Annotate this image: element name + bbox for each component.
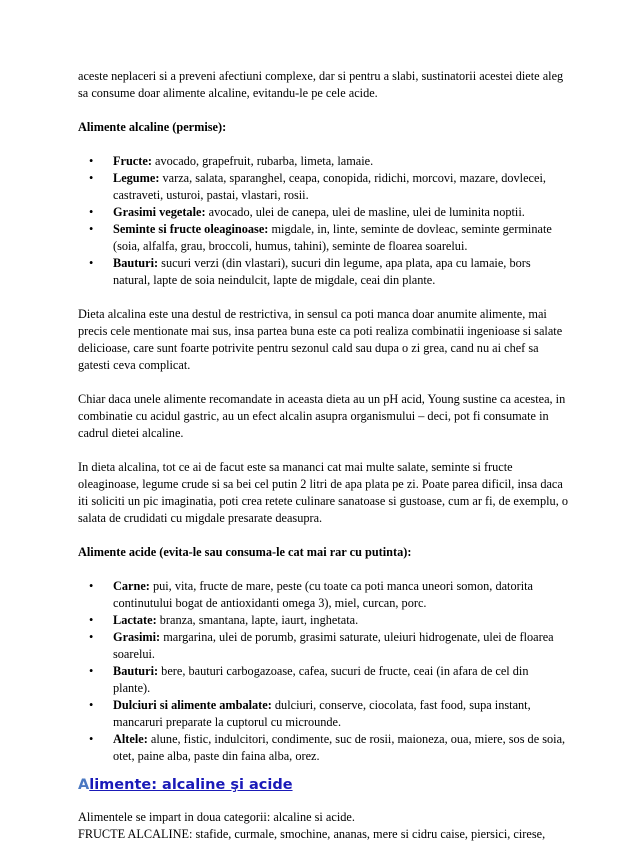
bullet-icon: • <box>89 222 94 236</box>
bullet-icon: • <box>89 732 94 746</box>
bullet-icon: • <box>89 579 94 593</box>
bullet-icon: • <box>89 630 94 644</box>
document-page <box>78 68 568 843</box>
list-item: • Bauturi: bere, bauturi carbogazoase, cafea, sucuri de fructe, ceai (in afara de cel din plante). <box>89 664 529 695</box>
list-item: • Grasimi vegetale: avocado, ulei de canepa, ulei de masline, ulei de luminita noptii. <box>89 205 525 219</box>
section-title-first-letter: A <box>78 777 90 793</box>
list-item: • Fructe: avocado, grapefruit, rubarba, limeta, lamaie. <box>89 154 374 168</box>
bullet-icon: • <box>89 256 94 270</box>
list-item: • Carne: pui, vita, fructe de mare, peste (cu toate ca poti manca uneori somon, datorita continutului bogat de antioxidanti omega 3), miel, curcan, porc. <box>89 579 533 610</box>
paragraph-4: Alimentele se impart in doua categorii: alcaline si acide. <box>78 810 355 824</box>
paragraph-2: Chiar daca unele alimente recomandate in aceasta dieta au un pH acid, Young sustine ca acestea, in combinatie cu acidul gastric, au un efect alcalin asupra organismului – deci, pot fi consumate in cadrul dietei alcaline. <box>78 392 566 440</box>
list-item: • Altele: alune, fistic, indulcitori, condimente, suc de rosii, maioneza, oua, miere, sos de soia, otet, paine alba, paste din faina alba, orez. <box>89 732 566 763</box>
list-item: • Lactate: branza, smantana, lapte, iaurt, inghetata. <box>89 613 359 627</box>
bullet-icon: • <box>89 613 94 627</box>
paragraph-3: In dieta alcalina, tot ce ai de facut este sa mananci cat mai multe salate, seminte si fructe oleaginoase, legume crude si sa bei cel putin 2 litri de apa plata pe zi. Poate parea dificil, insa daca iti soliciti un pic imaginatia, poti crea retete culinare sanatoase si gustoase, cum ar fi, de exemplu, o salata de crudidati cu migdale presarate deasupra. <box>78 460 569 525</box>
intro-paragraph: aceste neplaceri si a preveni afectiuni complexe, dar si pentru a slabi, sustinatorii acestei diete aleg sa consume doar alimente alcaline, evitandu-le pe cele acide. <box>78 69 564 100</box>
section-title-link[interactable] <box>78 775 568 795</box>
paragraph-5: FRUCTE ALCALINE: stafide, curmale, smochine, ananas, mere si cidru caise, piersici, cirese, <box>78 827 546 841</box>
bullet-icon: • <box>89 698 94 712</box>
acid-list <box>78 578 568 765</box>
bullet-icon: • <box>89 205 94 219</box>
alkaline-heading: Alimente alcaline (permise): <box>78 120 227 134</box>
section-title-text[interactable]: limente: alcaline şi acide <box>89 777 293 793</box>
list-item: • Dulciuri si alimente ambalate: dulciuri, conserve, ciocolata, fast food, supa instant, mancaruri preparate la cuptorul cu microunde. <box>89 698 531 729</box>
paragraph-1: Dieta alcalina este una destul de restrictiva, in sensul ca poti manca doar anumite alimente, mai precis cele mentionate mai sus, insa partea buna este ca poti realiza combinatii ingenioase si salate delicioase, care sunt foarte potrivite pentru sezonul cald sau dupa o zi grea, cand nu ai chef sa gatesti ceva complicat. <box>78 307 563 372</box>
bullet-icon: • <box>89 154 94 168</box>
list-item: • Grasimi: margarina, ulei de porumb, grasimi saturate, uleiuri hidrogenate, ulei de floarea soarelui. <box>89 630 554 661</box>
alkaline-list <box>78 153 568 289</box>
list-item: • Legume: varza, salata, sparanghel, ceapa, conopida, ridichi, morcovi, mazare, dovlecei, castraveti, usturoi, pastai, vlastari, rosii. <box>89 171 546 202</box>
bullet-icon: • <box>89 171 94 185</box>
list-item: • Bauturi: sucuri verzi (din vlastari), sucuri din legume, apa plata, apa cu lamaie, bors natural, lapte de soia neindulcit, lapte de migdale, ceai din plante. <box>89 256 531 287</box>
bullet-icon: • <box>89 664 94 678</box>
list-item: • Seminte si fructe oleaginoase: migdale, in, linte, seminte de dovleac, seminte germinate (soia, alfalfa, grau, broccoli, humus, tahini), seminte de floarea soarelui. <box>89 222 552 253</box>
acid-heading: Alimente acide (evita-le sau consuma-le cat mai rar cu putinta): <box>78 545 412 559</box>
